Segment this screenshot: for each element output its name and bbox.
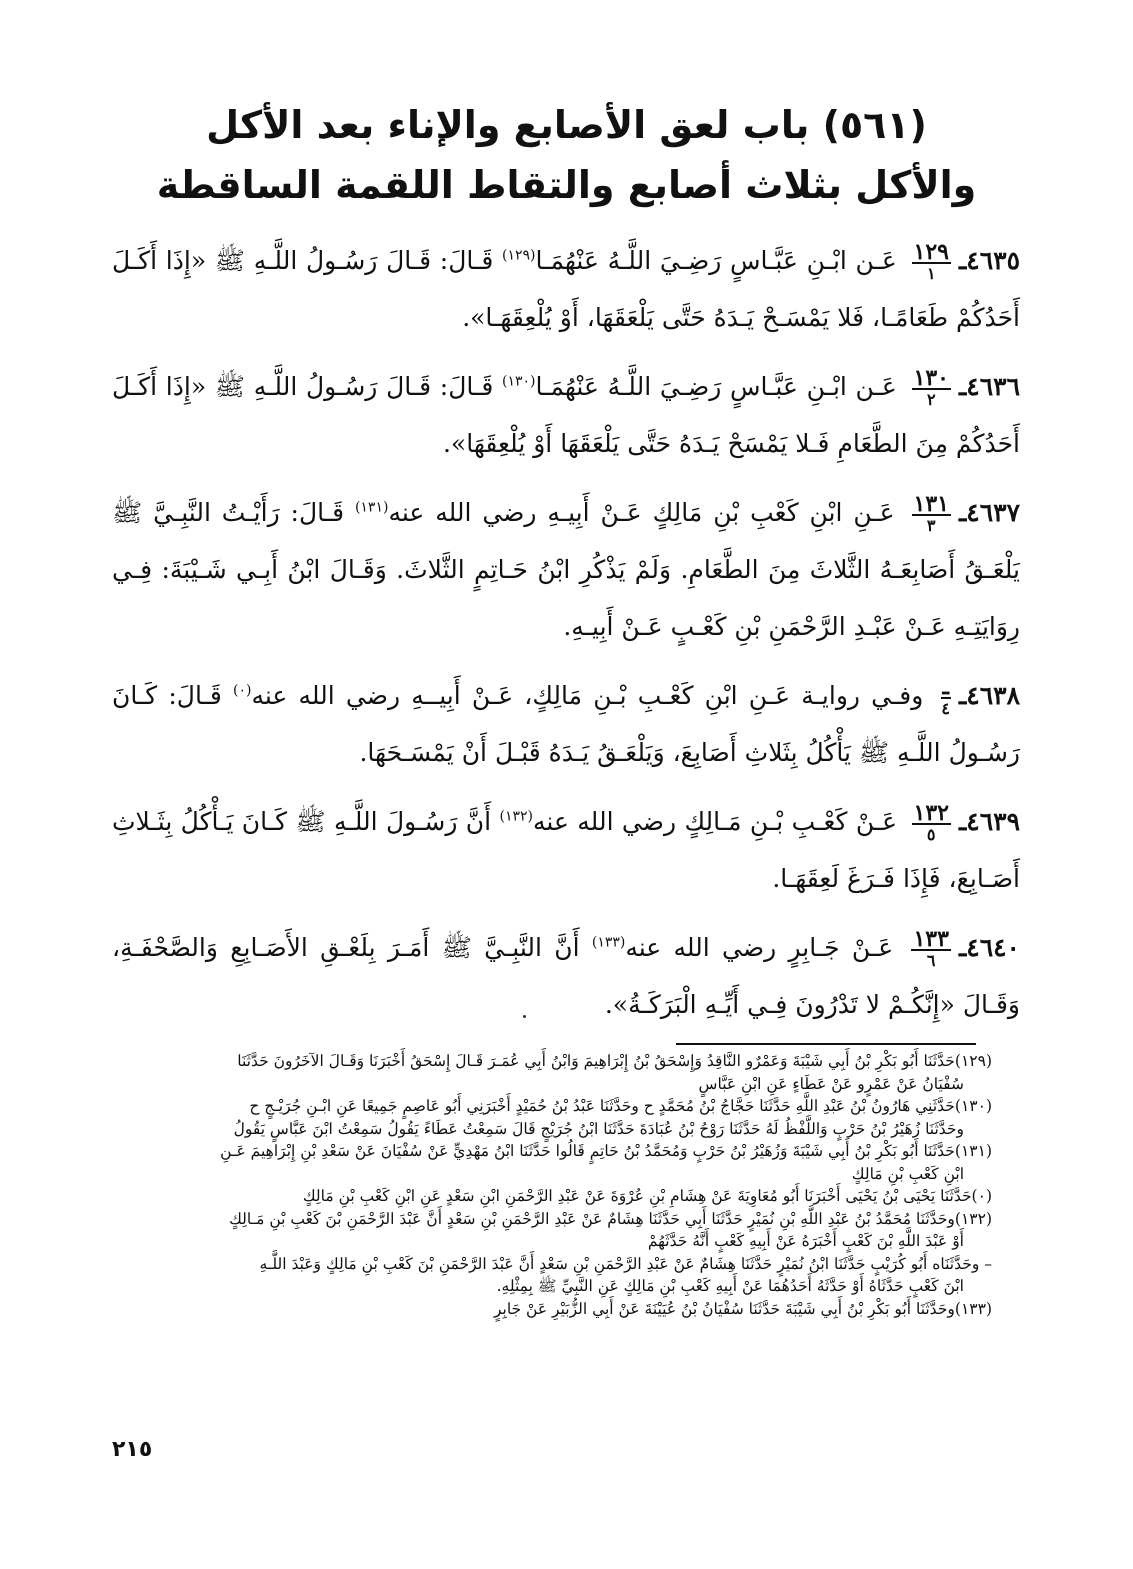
footnote <box>102 1185 992 1208</box>
footnote-label: (٠) <box>971 1187 992 1205</box>
fraction-top: ١٢٩ <box>913 238 949 265</box>
footnote-ref: (١٣١) <box>354 499 389 516</box>
fraction-top: ١٣٣ <box>913 925 949 952</box>
footnotes <box>102 1050 992 1320</box>
stray-dot <box>523 1015 526 1018</box>
footnote-ref: (١٣٢) <box>499 808 534 825</box>
hadith-entry <box>112 358 1020 472</box>
hadith-text: أَنَّ النَّبِـيَّ ﷺ أَمَـرَ بِلَعْـقِ الأَصَـابِعِ وَالصَّحْفَـةِ، وَقَـالَ «إِنَّكُـمْ لا تَدْرُونَ فِـي أَيِّـهِ الْبَرَكَـةُ». <box>112 933 1020 1019</box>
footnote-label: (١٣٣) <box>954 1299 992 1318</box>
footnote-text: حَدَّثَنِي هَارُونُ بْنُ عَبْدِ اللَّهِ حَدَّثَنَا حَجَّاجُ بْنُ مُحَمَّدٍ ح وحَدَّثَنَا عَبْدُ بْنُ حُمَيْدٍ أَخْبَرَنِي أَبُو عَاصِمٍ جَمِيعًا عَنِ ابْـنِ جُرَيْـجٍ ح <box>249 1097 955 1115</box>
footnote-text: وحَدَّثَنَا مُحَمَّدُ بْنُ عَبْدِ اللَّهِ بْنِ نُمَيْرٍ حَدَّثَنَا أَبِي حَدَّثَنَا هِشَامٌ عَنْ عَبْدِ الرَّحْمَنِ بْنِ سَعْدٍ أَنَّ عَبْدَ الرَّحْمَنِ بْنَ كَعْبِ بْنِ مَـالِكٍ <box>229 1209 955 1228</box>
fraction-bottom: ٥ <box>926 824 936 844</box>
footnote-continuation: وحَدَّثَنَا زُهَيْرُ بْنُ حَرْبٍ وَاللَّفْظُ لَهُ حَدَّثَنَا رَوْحُ بْنُ عُبَادَةَ حَدَّثَنَا ابْنُ جُرَيْجٍ قَالَ سَمِعْتُ عَطَاءً يَقُولُ سَمِعْتُ ابْنَ عَبَّاسٍ يَقُولُ <box>233 1119 964 1138</box>
footnote-continuation: أَوْ عَبْدَ اللَّهِ بْنَ كَعْبٍ أَخْبَرَهُ عَنْ أَبِيهِ كَعْبٍ أَنَّهُ حَدَّثَهُمْ <box>647 1232 964 1250</box>
hadith-entry <box>112 232 1020 346</box>
hadith-number: ٤٦٣٧ـ <box>958 498 1020 527</box>
hadith-narrator: عَـنِ ابْنِ كَعْبِ بْنِ مَالِكٍ عَـنْ أَبِيـهِ رضي الله عنه <box>388 498 895 527</box>
hadith-text: أَنَّ رَسُـولَ اللَّـهِ ﷺ كَـانَ يَـأْكُلُ بِثَـلاثِ أَصَـابِعَ، فَإِذَا فَـرَغَ لَعِقَهَـا. <box>112 807 1020 893</box>
fraction-bottom: ٢ <box>926 389 936 409</box>
hadith-entry <box>112 667 1020 781</box>
hadith-text: قَـالَ: قَـالَ رَسُـولُ اللَّـهِ ﷺ «إِذَا أَكَـلَ أَحَدُكُمْ مِنَ الطَّعَامِ فَـلا يَمْسَحْ يَـدَهُ حَتَّى يَلْعَقَهَا أَوْ يُلْعِقَهَا». <box>112 372 1020 458</box>
hadith-number: ٤٦٣٨ـ <box>958 681 1020 710</box>
hadith-text: قَـالَ: رَأَيْـتُ النَّبِـيَّ ﷺ يَلْعَـقُ أَصَابِعَـهُ الثَّلاثَ مِنَ الطَّعَامِ. وَلَمْ يَذْكُرِ ابْنُ حَـاتِمٍ الثَّلاثَ. وَقَـالَ ابْنُ أَبِـي شَـيْبَةَ: فِـي رِوَايَتِـهِ عَـنْ عَبْـدِ الرَّحْمَنِ بْنِ كَعْـبٍ عَـنْ أَبِيـهِ. <box>112 498 1020 641</box>
hadith-fraction <box>912 238 951 284</box>
hadith-entry <box>112 919 1020 1033</box>
chapter-title-line-2: والأكل بثلاث أصابع والتقاط اللقمة الساقطة <box>156 163 977 207</box>
footnote <box>102 1298 992 1321</box>
hadith-fraction <box>911 925 950 971</box>
footnote <box>102 1208 992 1253</box>
hadith-text: قَـالَ: قَـالَ رَسُـولُ اللَّـهِ ﷺ «إِذَا أَكَـلَ أَحَدُكُمْ طَعَامًـا، فَلا يَمْسَـحْ يَـدَهُ حَتَّى يَلْعَقَهَا، أَوْ يُلْعِقَهَـا». <box>112 246 1020 332</box>
footnote-label: (١٣٢) <box>954 1209 992 1228</box>
footnote-text: وحَدَّثَنَاه أَبُو كُرَيْبٍ حَدَّثَنَا ابْنُ نُمَيْرٍ حَدَّثَنَا هِشَامٌ عَنْ عَبْدِ الرَّحْمَنِ بْنِ سَعْدٍ أَنَّ عَبْدَ الرَّحْمَنِ بْنَ كَعْبِ بْنِ مَالِكٍ وَعَبْدَ اللَّـهِ <box>259 1254 980 1273</box>
hadith-narrator: عَـن ابْـنِ عَبَّـاسٍ رَضِـيَ اللَّـهُ عَنْهُمَـا <box>535 372 897 401</box>
hadith-narrator: عَـنْ كَعْـبِ بْـنِ مَـالِكٍ رضي الله عنه <box>533 807 898 836</box>
footnote-label: (١٣١) <box>954 1142 992 1160</box>
footnote-text: حَدَّثَنَا أَبُو بَكْرِ بْنُ أَبِي شَيْبَةَ وَزُهَيْرُ بْنُ حَرْبٍ وَمُحَمَّدُ بْنُ حَاتِمٍ قَالُوا حَدَّثَنَا ابْنُ مَهْدِيٍّ عَنْ سُفْيَانَ عَنْ سَعْدِ بْنِ إِبْرَاهِيمَ عَـنِ <box>220 1142 955 1160</box>
footnote <box>102 1253 992 1298</box>
fraction-top: ـ <box>942 673 949 700</box>
footnote-ref: (٠) <box>233 682 252 699</box>
chapter-title-line-1: (٥٦١) باب لعق الأصابع والإناء بعد الأكل <box>206 103 927 147</box>
footnote-ref: (١٣٣) <box>591 934 626 951</box>
fraction-bottom: ٦ <box>926 950 936 970</box>
footnote-separator <box>676 1043 976 1045</box>
hadith-number: ٤٦٣٩ـ <box>958 807 1020 836</box>
footnote-ref: (١٣٠) <box>502 373 536 390</box>
fraction-bottom: ٤ <box>941 698 951 718</box>
hadith-narrator: عَـنْ جَـابِرٍ رضي الله عنه <box>625 933 894 962</box>
hadith-entry <box>112 484 1020 655</box>
hadith-number: ٤٦٣٥ـ <box>958 246 1021 275</box>
footnote-ref: (١٢٩) <box>502 247 536 264</box>
footnote <box>102 1050 992 1095</box>
footnote-continuation: ابْنَ كَعْبٍ حَدَّثَاهُ أَوْ حَدَّثَهُ أَحَدُهُمَا عَنْ أَبِيهِ كَعْبِ بْنِ مَالِكٍ عَنِ النَّبِيِّ ﷺ بِمِثْلِهِ. <box>496 1277 964 1295</box>
footnote-label: – <box>984 1254 992 1273</box>
hadith-entries <box>112 232 1020 1045</box>
hadith-fraction <box>912 364 951 410</box>
hadith-fraction <box>912 799 951 845</box>
hadith-text: قَـالَ: كَـانَ رَسُـولُ اللَّـهِ ﷺ يَأْكُلُ بِثَلاثِ أَصَابِعَ، وَيَلْعَـقُ يَـدَهُ قَبْـلَ أَنْ يَمْسَـحَهَا. <box>112 681 1020 767</box>
fraction-top: ١٣١ <box>913 490 949 517</box>
hadith-entry <box>112 793 1020 907</box>
hadith-fraction <box>912 490 951 536</box>
fraction-top: ١٣٢ <box>913 799 949 826</box>
page-number: ٢١٥ <box>112 1437 153 1462</box>
footnote <box>102 1095 992 1140</box>
footnote-text: وحَدَّثَنَا أَبُو بَكْرِ بْنُ أَبِي شَيْبَةَ حَدَّثَنَا سُفْيَانُ بْنُ عُيَيْنَةَ عَنْ أَبِي الزُّبَيْرِ عَنْ جَابِرٍ <box>493 1299 955 1318</box>
fraction-bottom: ٣ <box>926 515 936 535</box>
footnote-continuation: ابْنِ كَعْبِ بْنِ مَالِكٍ <box>851 1164 964 1183</box>
footnote-label: (١٢٩) <box>954 1052 992 1070</box>
hadith-number: ٤٦٣٦ـ <box>958 372 1021 401</box>
footnote-label: (١٣٠) <box>954 1097 992 1115</box>
hadith-number: ٤٦٤٠ـ <box>958 933 1020 962</box>
footnote <box>102 1140 992 1185</box>
fraction-bottom: ١ <box>926 263 936 283</box>
footnote-text: حَدَّثَنَا أَبُو بَكْرِ بْنُ أَبِي شَيْبَةَ وَعَمْرٌو النَّاقِدُ وَإِسْحَقُ بْنُ إِبْرَاهِيمَ وَابْنُ أَبِي عُمَـرَ قَـالَ إِسْحَقُ أَخْبَرَنَا وَقَـالَ الآخَرُونَ حَدَّثَنَا <box>237 1052 955 1070</box>
hadith-narrator: عَـن ابْـنِ عَبَّـاسٍ رَضِـيَ اللَّـهُ عَنْهُمَـا <box>535 246 897 275</box>
hadith-fraction <box>941 673 951 719</box>
footnote-continuation: سُفْيَانُ عَنْ عَمْرٍو عَنْ عَطَاءٍ عَنِ ابْنِ عَبَّاسٍ <box>698 1074 964 1093</box>
footnote-text: حَدَّثَنَا يَحْيَى بْنُ يَحْيَى أَخْبَرَنَا أَبُو مُعَاوِيَةَ عَنْ هِشَامِ بْنِ عُرْوَةَ عَنْ عَبْدِ الرَّحْمَنِ ابْنِ سَعْدٍ عَنِ ابْنِ كَعْبِ بْنِ مَالِكٍ <box>302 1187 972 1205</box>
hadith-narrator: وفـي روايـة عَـنِ ابْنِ كَعْـبِ بْـنِ مَالِكٍ، عَـنْ أَبِيــهِ رضي الله عنه <box>251 681 924 710</box>
fraction-top: ١٣٠ <box>913 364 949 391</box>
